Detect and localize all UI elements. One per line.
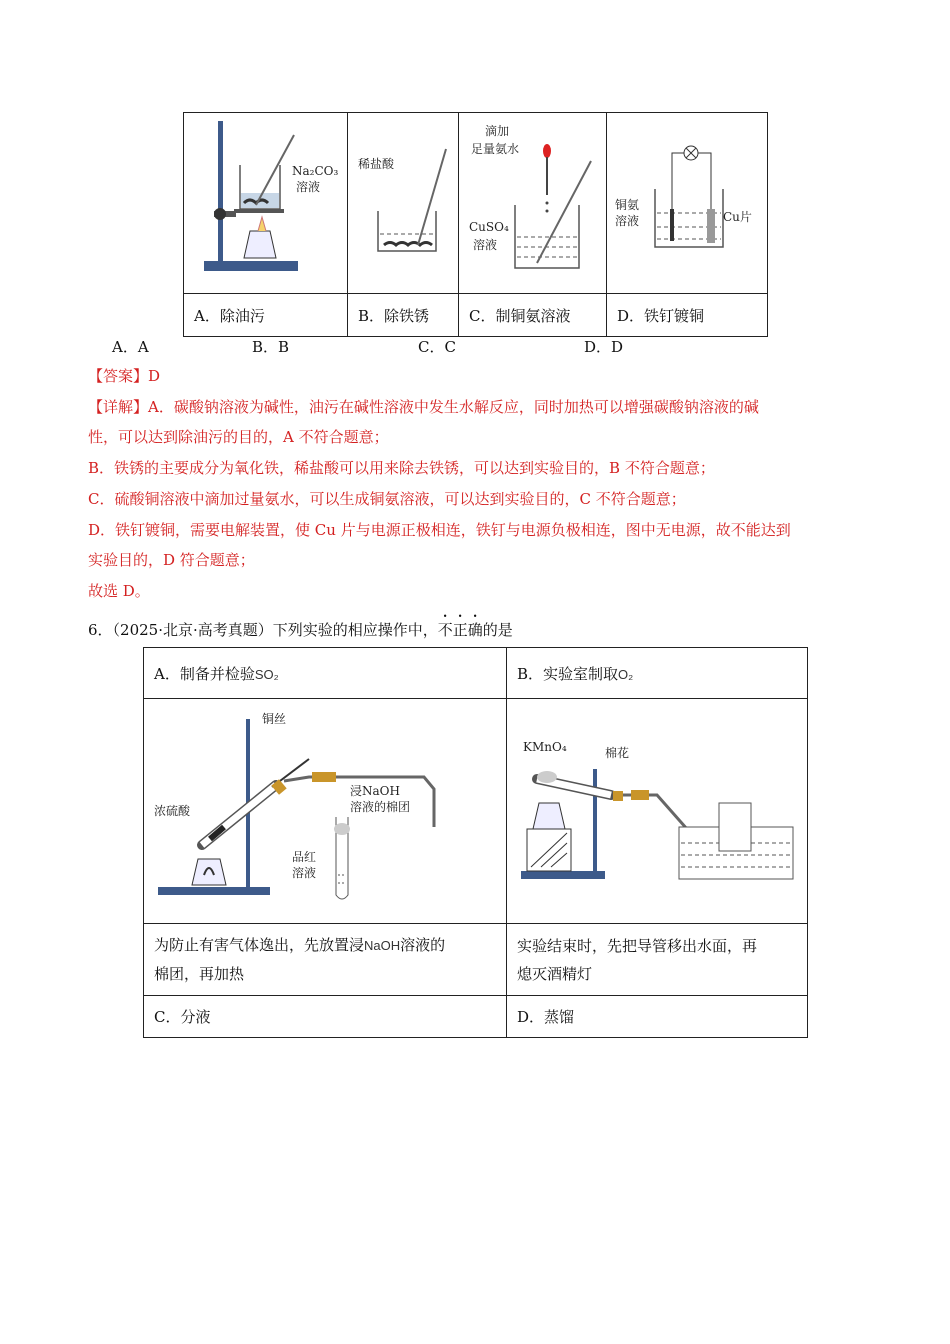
fig-a-acid: 浓硫酸	[154, 804, 191, 818]
q6-cell-c-title: C．分液	[144, 996, 507, 1038]
figure-a-cell	[184, 113, 348, 294]
fig-d-right: Cu片	[723, 210, 752, 224]
q6-figure-b-cell	[507, 699, 808, 924]
cell-a: A．除油污	[184, 294, 348, 337]
q6-a-op-1: 为防止有害气体逸出，先放置浸	[154, 936, 365, 954]
figure-a-degreasing	[184, 113, 347, 289]
fig-c-top-2: 足量氨水	[471, 142, 520, 156]
figure-c-cell	[459, 113, 607, 294]
answer-line-c: C．硫酸铜溶液中滴加过量氨水，可以生成铜氨溶液，可以达到实验目的，C 不符合题意；	[88, 490, 686, 508]
answer-label: 【答案】D	[88, 367, 161, 385]
q6-a-formula: SO₂	[254, 666, 279, 682]
cell-d: D．铁钉镀铜	[607, 294, 768, 337]
q6-a-op-formula: NaOH	[364, 938, 401, 953]
q6-cell-a-title	[144, 648, 507, 699]
q6-prefix: 6．（2025·北京·高考真题）下列实验的相应操作中，	[88, 621, 438, 639]
fig-d-left-2: 溶液	[615, 214, 640, 228]
q6-figure-a-cell	[144, 699, 507, 924]
q6-cell-b-title	[507, 648, 808, 699]
fig-b-cotton: 棉花	[605, 746, 630, 760]
option-c[interactable]: C．C	[418, 338, 456, 356]
fig-c-top-1: 滴加	[485, 124, 510, 138]
fig-a-reagent-2: 溶液	[296, 180, 321, 194]
option-b[interactable]: B．B	[252, 338, 290, 356]
answer-conclusion: 故选 D。	[88, 582, 150, 600]
figure-so2-apparatus	[144, 699, 506, 919]
fig-a-naoh-2: 溶液的棉团	[350, 800, 411, 814]
figure-o2-apparatus	[507, 699, 807, 919]
fig-a-naoh-1: 浸NaOH	[350, 784, 400, 798]
q6-emphasis: 不正确	[437, 621, 483, 639]
answer-detail-line-1: 【详解】A．碳酸钠溶液为碱性，油污在碱性溶液中发生水解反应，同时加热可以增强碳酸钠溶液的碱	[88, 398, 759, 416]
answer-line-b: B．铁锈的主要成分为氧化铁，稀盐酸可以用来除去铁锈，可以达到实验目的，B 不符合题意；	[88, 459, 715, 477]
fig-c-reagent-2: 溶液	[473, 238, 498, 252]
q6-a-op-2: 溶液的	[400, 936, 446, 954]
cell-c: C．制铜氨溶液	[459, 294, 607, 337]
q6-b-title: B．实验室制取	[517, 664, 619, 683]
question-6-stem	[88, 612, 513, 640]
answer-line-d-2: 实验目的，D 符合题意；	[88, 551, 255, 569]
answer-line-d-1: D．铁钉镀铜，需要电解装置，使 Cu 片与电源正极相连，铁钉与电源负极相连，图中无电源，故不能达到	[88, 521, 791, 539]
answer-detail-line-2: 性，可以达到除油污的目的，A 不符合题意；	[88, 428, 389, 446]
figure-b-cell	[348, 113, 459, 294]
q6-b-formula: O₂	[618, 666, 634, 682]
q6-b-op-2: 熄灭酒精灯	[517, 964, 593, 983]
option-d[interactable]: D．D	[584, 338, 624, 356]
fig-c-reagent: CuSO₄	[469, 220, 509, 234]
q6-a-op-3: 棉团，再加热	[154, 965, 245, 983]
q6-table	[143, 647, 808, 1038]
cell-b: B．除铁锈	[348, 294, 459, 337]
fig-a-dye-1: 品红	[292, 850, 317, 864]
figure-c-copper-ammonia	[459, 113, 606, 289]
fig-b-reagent: 稀盐酸	[358, 157, 395, 171]
figure-b-rust-removal	[348, 113, 458, 289]
figure-d-electroplating	[607, 113, 767, 289]
q5-apparatus-table	[183, 112, 768, 337]
fig-b-kmno4: KMnO₄	[523, 740, 567, 754]
fig-d-left-1: 铜氨	[615, 198, 640, 212]
option-a[interactable]: A．A	[112, 338, 149, 356]
fig-a-wire: 铜丝	[262, 712, 287, 726]
fig-a-dye-2: 溶液	[292, 866, 317, 880]
q6-cell-d-title: D．蒸馏	[507, 996, 808, 1038]
fig-a-reagent: Na₂CO₃	[292, 164, 339, 178]
q6-cell-a-op	[144, 924, 507, 996]
q6-a-title: A．制备并检验	[154, 664, 255, 683]
figure-d-cell	[607, 113, 768, 294]
q6-cell-b-op	[507, 924, 808, 996]
q6-b-op-1: 实验结束时，先把导管移出水面，再	[517, 936, 758, 955]
q6-suffix: 的是	[482, 621, 513, 639]
